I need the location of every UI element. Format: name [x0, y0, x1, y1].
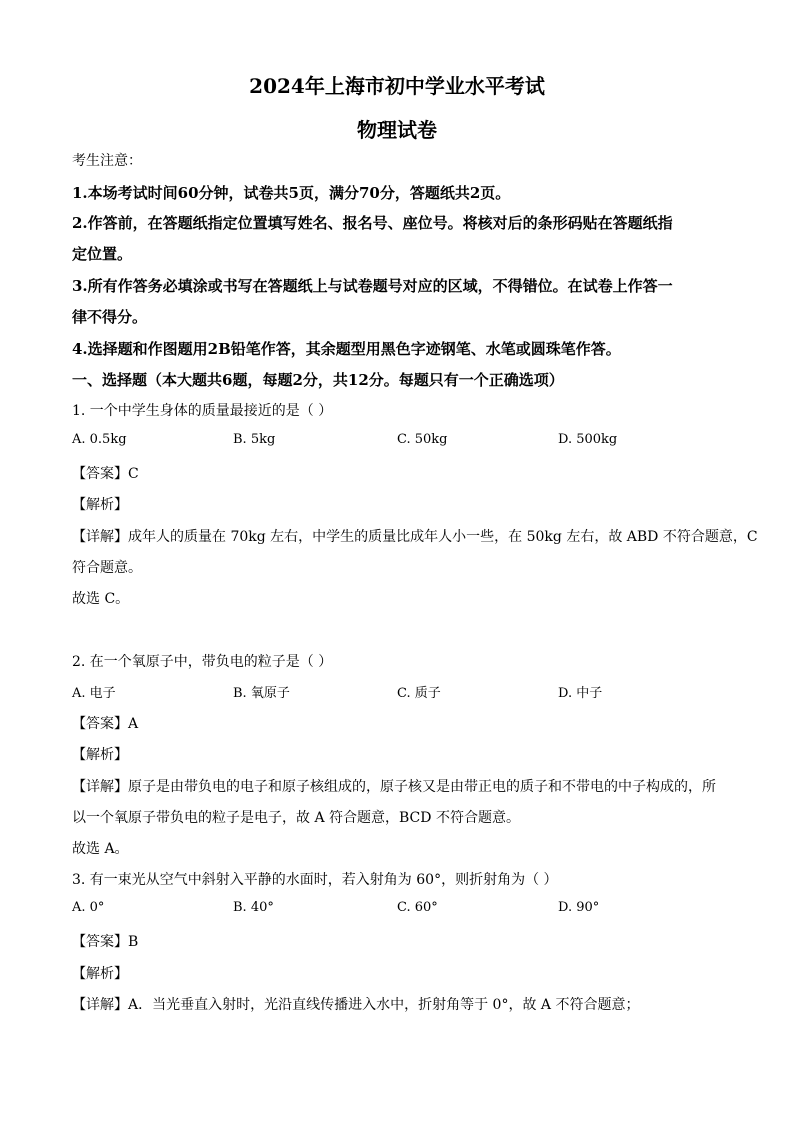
question-1-answer: 【答案】C: [72, 466, 139, 482]
notice-item-3-line1: 3.所有作答务必填涂或书写在答题纸上与试卷题号对应的区域，不得错位。在试卷上作答一: [72, 277, 673, 295]
section-1-heading: 一、选择题（本大题共6题，每题2分，共12分。每题只有一个正确选项）: [72, 371, 564, 389]
question-3-option-c: C. 60°: [397, 900, 438, 915]
question-2-conclusion: 故选 A。: [72, 841, 129, 857]
question-3-answer: 【答案】B: [72, 934, 139, 950]
question-2-answer: 【答案】A: [72, 716, 139, 732]
question-3-option-b: B. 40°: [233, 900, 274, 915]
question-1-option-d: D. 500kg: [558, 432, 618, 447]
notice-item-2-line2: 定位置。: [72, 245, 133, 263]
notice-heading: 考生注意：: [72, 153, 142, 169]
exam-title: 2024年上海市初中学业水平考试: [249, 74, 545, 98]
question-2-option-b: B. 氧原子: [233, 686, 290, 701]
question-3-analysis: 【解析】: [72, 966, 128, 982]
notice-item-3-line2: 律不得分。: [72, 308, 148, 326]
question-3-option-d: D. 90°: [558, 900, 600, 915]
question-3-stem: 3. 有一束光从空气中斜射入平静的水面时，若入射角为 60°，则折射角为（ ）: [72, 872, 558, 888]
question-2-option-d: D. 中子: [558, 686, 603, 701]
question-2-stem: 2. 在一个氧原子中，带负电的粒子是（ ）: [72, 654, 333, 670]
question-3-option-a: A. 0°: [72, 900, 105, 915]
question-1-stem: 1. 一个中学生身体的质量最接近的是（ ）: [72, 403, 333, 419]
question-1-option-a: A. 0.5kg: [72, 432, 127, 447]
question-1-option-c: C. 50kg: [397, 432, 448, 447]
question-1-conclusion: 故选 C。: [72, 591, 130, 607]
question-3-detail-line1: 【详解】A．当光垂直入射时，光沿直线传播进入水中，折射角等于 0°，故 A 不符合题意；: [72, 997, 640, 1013]
question-1-detail-line1: 【详解】成年人的质量在 70kg 左右，中学生的质量比成年人小一些，在 50kg 左右，故 ABD 不符合题意，C: [72, 529, 758, 545]
question-1-detail-line2: 符合题意。: [72, 560, 142, 576]
question-2-option-a: A. 电子: [72, 686, 116, 701]
question-1-analysis: 【解析】: [72, 497, 128, 513]
question-2-detail-line1: 【详解】原子是由带负电的电子和原子核组成的，原子核又是由带正电的质子和不带电的中子构成的，所: [72, 779, 716, 795]
notice-item-4: 4.选择题和作图题用2B铅笔作答，其余题型用黑色字迹钢笔、水笔或圆珠笔作答。: [72, 340, 621, 358]
notice-item-2-line1: 2.作答前，在答题纸指定位置填写姓名、报名号、座位号。将核对后的条形码贴在答题纸指: [72, 214, 673, 232]
question-1-option-b: B. 5kg: [233, 432, 276, 447]
notice-item-1: 1.本场考试时间60分钟，试卷共5页，满分70分，答题纸共2页。: [72, 184, 511, 202]
question-2-detail-line2: 以一个氧原子带负电的粒子是电子，故 A 符合题意，BCD 不符合题意。: [72, 810, 520, 826]
question-2-option-c: C. 质子: [397, 686, 441, 701]
question-2-analysis: 【解析】: [72, 747, 128, 763]
exam-subtitle: 物理试卷: [357, 118, 437, 142]
